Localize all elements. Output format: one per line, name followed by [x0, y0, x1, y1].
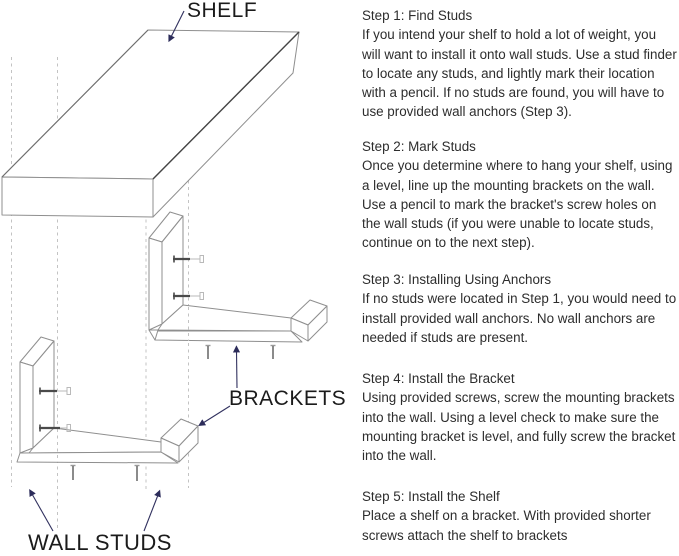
step-5-body: Place a shelf on a bracket. With provided shorter screws attach the shelf to brackets [362, 508, 651, 543]
step-3-body: If no studs were located in Step 1, you would need to install provided wall anchors. No wall anchors are needed if studs are present. [362, 291, 677, 345]
screw-anchor-icon [200, 293, 204, 300]
brackets-arrow-up-icon [237, 351, 238, 388]
step-5-title: Step 5: Install the Shelf [362, 489, 500, 504]
wall-studs-arrow-right-icon [144, 495, 158, 531]
upper-bracket-plate-side [149, 238, 162, 330]
shelf-end-face [2, 177, 153, 217]
lower-bracket [17, 337, 198, 463]
shelf-board [2, 30, 299, 217]
step-3-title: Step 3: Installing Using Anchors [362, 272, 552, 287]
step-1 [362, 6, 678, 122]
brackets-arrow-left-icon [203, 406, 230, 423]
step-5 [362, 487, 678, 545]
screw-anchor-icon [67, 388, 71, 395]
upper-bracket-arm-front [152, 331, 302, 342]
step-3 [362, 270, 678, 347]
screw-anchor-icon [200, 256, 204, 263]
step-1-body: If you intend your shelf to hold a lot of weight, you will want to install it onto wall studs. Use a stud finder to locate any studs, and lightly mark their location with a pencil. If no studs are found, you will have to use provided wall anchors (Step 3). [362, 27, 677, 120]
brackets-label: BRACKETS [229, 387, 347, 410]
upper-bracket [149, 212, 327, 342]
step-2 [362, 137, 678, 253]
lower-bracket-plate-side [20, 362, 33, 453]
shelf-label: SHELF [187, 0, 258, 22]
step-4-body: Using provided screws, screw the mounting brackets into the wall. Using a level check to make sure the mounting bracket is level, and fully screw the bracket into the wall. [362, 390, 676, 464]
step-1-title: Step 1: Find Studs [362, 8, 473, 23]
instruction-steps [362, 0, 678, 556]
step-2-title: Step 2: Mark Studs [362, 139, 476, 154]
step-2-body: Once you determine where to hang your shelf, using a level, line up the mounting brackets on the wall. Use a pencil to mark the bracket's screw holes on the wall studs (if you were unable to locate studs, continue on to the next step). [362, 158, 673, 251]
step-4 [362, 369, 678, 465]
wall-studs-arrow-left-icon [32, 494, 53, 531]
wall-studs-label: WALL STUDS [28, 530, 172, 555]
lower-bracket-arm-front [17, 452, 178, 463]
upper-bracket-arm-top [158, 305, 291, 331]
step-4-title: Step 4: Install the Bracket [362, 371, 515, 386]
